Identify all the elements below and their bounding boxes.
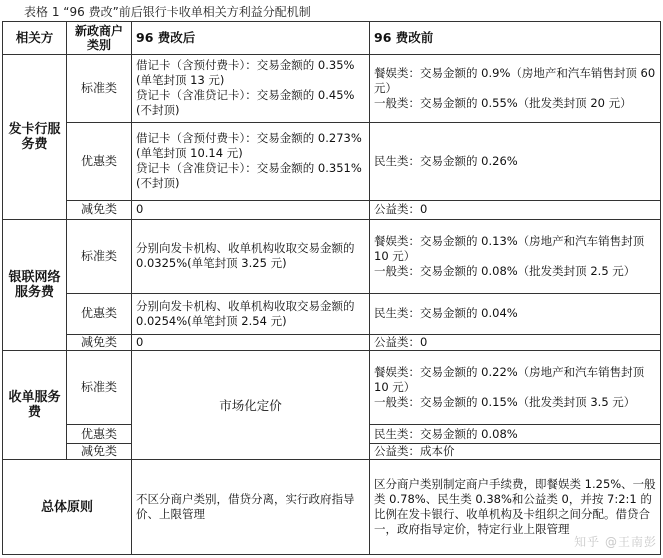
unionpay-standard-category: 标准类 [67, 219, 132, 293]
issuing-standard-category: 标准类 [67, 54, 132, 122]
unionpay-exempt-row [3, 334, 661, 350]
header-party: 相关方 [3, 22, 67, 55]
issuing-standard-after-debit: 借记卡（含预付费卡）：交易金额的 0.35%(单笔封顶 13 元) [136, 58, 355, 88]
issuing-standard-before-dining: 餐娱类：交易金额的 0.9%（房地产和汽车销售封顶 60 元） [374, 65, 656, 95]
issuing-preferential-row [3, 122, 661, 200]
unionpay-exempt-before: 公益类：0 [370, 334, 661, 350]
watermark: 知乎 @王南彭 [574, 535, 657, 549]
header-before-reform: 96 费改前 [370, 22, 661, 55]
issuing-standard-after [132, 54, 370, 122]
acquiring-standard-category: 标准类 [67, 351, 132, 425]
header-after-reform: 96 费改后 [132, 22, 370, 55]
principle-after: 不区分商户类别，借贷分离，实行政府指导价、上限管理 [132, 460, 370, 555]
issuing-exempt-before: 公益类：0 [370, 201, 661, 220]
acquiring-exempt-before: 公益类：成本价 [370, 443, 661, 459]
acquiring-preferential-before: 民生类：交易金额的 0.08% [370, 425, 661, 444]
issuing-preferential-after [132, 122, 370, 200]
principle-before: 区分商户类别制定商户手续费，即餐娱类 1.25%、一般类 0.78%、民生类 0.38%和公益类 0，并按 7:2:1 的比例在发卡银行、收单机构及卡组织之间分配。借贷合一，政府指导定价，特定行业上限管理 [370, 460, 661, 555]
fee-allocation-table [2, 21, 661, 555]
acquiring-after-market-pricing: 市场化定价 [132, 351, 370, 460]
unionpay-fee-label: 银联网络服务费 [3, 219, 67, 351]
issuing-preferential-category: 优惠类 [67, 122, 132, 200]
unionpay-exempt-after: 0 [132, 334, 370, 350]
issuing-preferential-after-credit: 贷记卡（含准贷记卡）：交易金额的 0.351%(不封顶) [136, 161, 362, 191]
unionpay-preferential-category: 优惠类 [67, 293, 132, 334]
unionpay-standard-after: 分别向发卡机构、收单机构收取交易金额的 0.0325%(单笔封顶 3.25 元) [132, 219, 370, 293]
issuing-exempt-row [3, 201, 661, 220]
unionpay-preferential-after: 分别向发卡机构、收单机构收取交易金额的 0.0254%(单笔封顶 2.54 元) [132, 293, 370, 334]
unionpay-preferential-before: 民生类：交易金额的 0.04% [370, 293, 661, 334]
acquiring-exempt-category: 减免类 [67, 443, 132, 459]
unionpay-standard-before-dining: 餐娱类：交易金额的 0.13%（房地产和汽车销售封顶 10 元） [374, 233, 645, 263]
principle-row [3, 460, 661, 555]
issuing-standard-after-credit: 贷记卡（含准贷记卡）：交易金额的 0.45%(不封顶) [136, 88, 355, 118]
unionpay-standard-before [370, 219, 661, 293]
issuing-preferential-before: 民生类：交易金额的 0.26% [370, 122, 661, 200]
acquiring-standard-before [370, 351, 661, 425]
issuing-standard-before-general: 一般类：交易金额的 0.55%（批发类封顶 20 元） [374, 95, 632, 110]
issuing-fee-label: 发卡行服务费 [3, 54, 67, 219]
header-merchant-category: 新政商户类别 [67, 22, 132, 55]
principle-label: 总体原则 [3, 460, 132, 555]
acquiring-preferential-category: 优惠类 [67, 425, 132, 444]
acquiring-standard-row [3, 351, 661, 425]
unionpay-standard-row [3, 219, 661, 293]
acquiring-standard-before-general: 一般类：交易金额的 0.15%（批发类封顶 3.5 元） [374, 395, 636, 410]
issuing-exempt-category: 减免类 [67, 201, 132, 220]
issuing-preferential-after-debit: 借记卡（含预付费卡）：交易金额的 0.273%(单笔封顶 10.14 元) [136, 131, 362, 161]
issuing-exempt-after: 0 [132, 201, 370, 220]
acquiring-standard-before-dining: 餐娱类：交易金额的 0.22%（房地产和汽车销售封顶 10 元） [374, 365, 645, 395]
unionpay-preferential-row [3, 293, 661, 334]
unionpay-standard-before-general: 一般类：交易金额的 0.08%（批发类封顶 2.5 元） [374, 263, 636, 278]
acquiring-fee-label: 收单服务费 [3, 351, 67, 460]
issuing-standard-before [370, 54, 661, 122]
header-row [3, 22, 661, 55]
issuing-standard-row [3, 54, 661, 122]
unionpay-exempt-category: 减免类 [67, 334, 132, 350]
table-caption: 表格 1 “96 费改”前后银行卡收单相关方利益分配机制 [24, 5, 311, 19]
